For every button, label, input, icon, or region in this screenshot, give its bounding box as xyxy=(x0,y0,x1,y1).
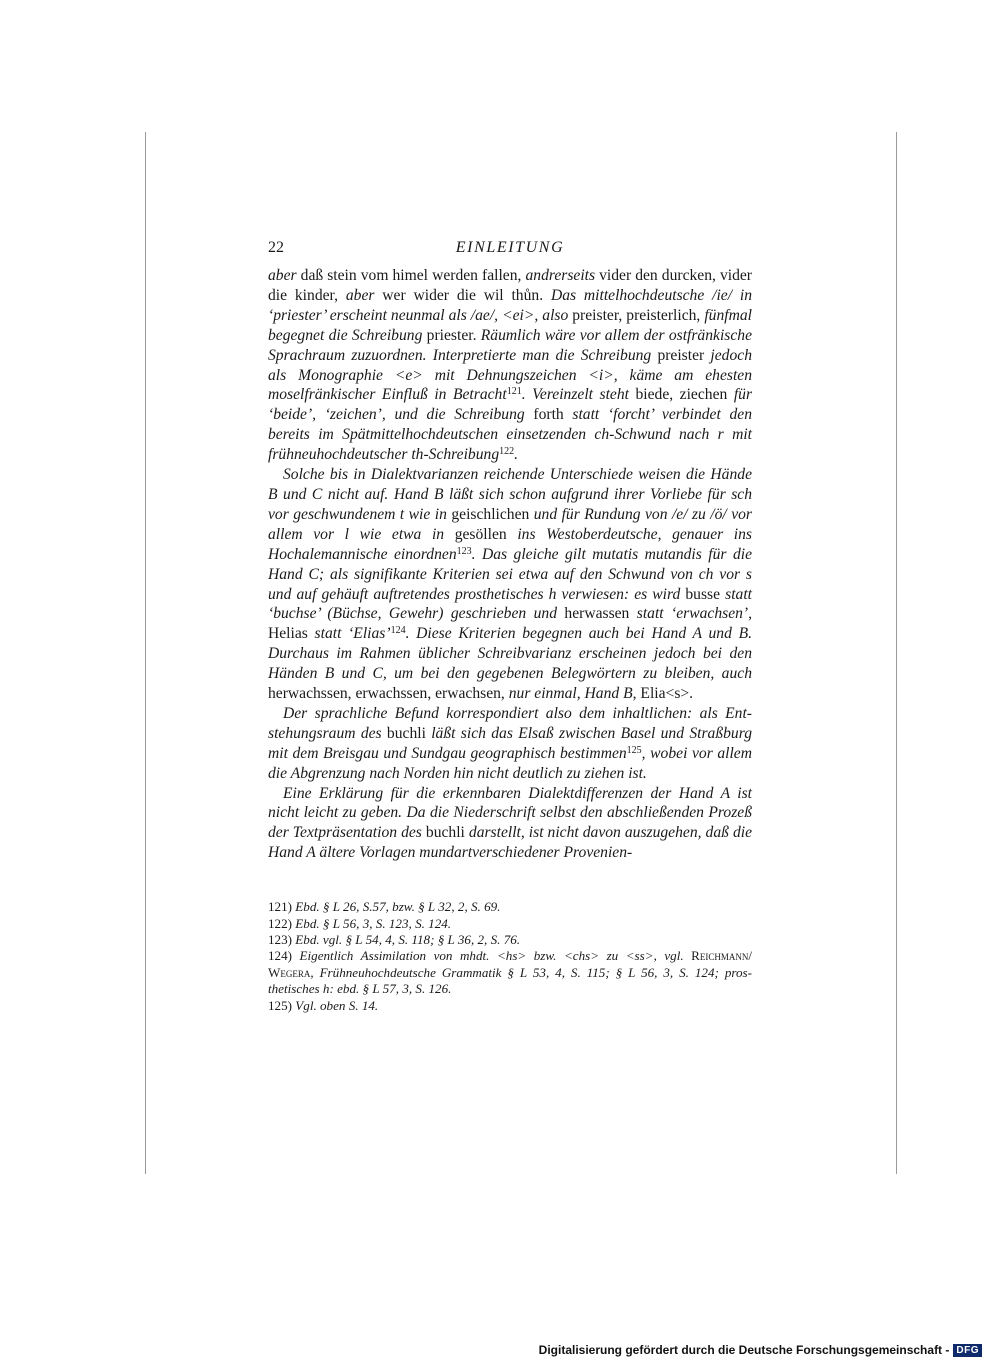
body-text xyxy=(268,266,752,863)
italic-text: Das mittelhochdeutsche /ie/ in ‘priester’ erscheint neunmal als /ae/, <ei>, also xyxy=(268,286,752,324)
roman-text: wer wider die wil thůn. xyxy=(374,286,551,304)
italic-text: aber xyxy=(345,286,375,304)
roman-text: priester. xyxy=(422,326,481,344)
roman-text: forth xyxy=(524,406,573,424)
footnote-marker: 125 xyxy=(626,744,642,756)
italic-text: Vgl. oben S. 14. xyxy=(295,997,379,1013)
italic-text: . Diese Kriterien begegnen auch bei Hand A und B. Durchaus im Rahmen üblicher Schreibvarianz erscheinen jedoch bei den Händen B und C, um bei den gegebenen Belegwörtern zu bleiben, auch xyxy=(268,625,753,683)
italic-text: Eine Erklärung für die erkennbaren Dialektdifferenzen der Hand A ist nicht leicht zu geben. Da die Niederschrift selbst den abschließenden Prozeß der Textpräsentation des xyxy=(268,784,752,842)
italic-text: Ebd. vgl. § L 54, 4, S. 118; § L 36, 2, S. 76. xyxy=(295,932,521,947)
right-page-edge xyxy=(896,132,897,1174)
italic-text: Solche bis in Dialektvarianzen reichende Unterschiede weisen die Hände B und C nicht auf. Hand B läßt sich schon aufgrund ihrer Vorliebe für sch vor geschwundenem t wie in xyxy=(268,466,752,523)
roman-text: 122) xyxy=(268,915,296,931)
left-page-edge xyxy=(145,132,146,1174)
italic-text: , wobei vor allem die Abgrenzung nach Norden hin nicht deutlich zu ziehen ist. xyxy=(268,744,752,782)
italic-text: Eigentlich Assimilation von mhdt. <hs> bzw. <chs> zu <ss>, vgl. xyxy=(299,948,692,964)
roman-text: 124) xyxy=(268,948,300,964)
italic-text: aber xyxy=(268,267,297,284)
roman-text: herwassen xyxy=(557,605,637,623)
footnote xyxy=(268,916,752,932)
roman-text: vider den durcken, vider die kinder, xyxy=(268,267,752,304)
italic-text: andrerseits xyxy=(525,267,596,284)
small-caps-text: Reichmann/ Wegera xyxy=(268,948,752,980)
italic-text: ins Westoberdeutsche, genauer ins Hochalemannische einordnen xyxy=(268,525,753,563)
roman-text: preister xyxy=(651,346,711,364)
roman-text: biede, ziechen xyxy=(628,386,734,404)
roman-text: geischlichen xyxy=(446,505,534,523)
italic-text: Ebd. § L 56, 3, S. 123, S. 124. xyxy=(295,915,452,931)
footnote xyxy=(268,932,752,948)
roman-text: daß stein vom himel werden fallen, xyxy=(296,267,526,284)
page-header xyxy=(268,236,752,266)
funding-note-text: Digitalisierung gefördert durch die Deutsche Forschungsgemeinschaft - xyxy=(538,1343,950,1357)
roman-text: 125) xyxy=(268,997,296,1013)
italic-text: nur einmal, Hand B, xyxy=(508,685,637,703)
roman-text: herwachssen, erwachssen, erwachsen, xyxy=(268,685,509,703)
italic-text: . Das gleiche gilt mutatis mutandis für die Hand C; als signifikante Kriterien sei etwa auf den Schwund von ch vor s und auf gehäuft auftretendes prosthetisches h verwiesen: es wird xyxy=(268,545,752,603)
roman-text: buchli xyxy=(381,724,432,742)
italic-text: . Vereinzelt steht xyxy=(521,386,629,404)
roman-text: busse xyxy=(680,585,726,603)
footnote xyxy=(268,998,752,1014)
roman-text: 121) xyxy=(268,899,296,915)
italic-text: Der sprachliche Befund korrespondiert also dem inhaltlichen: als Entstehungsraum des xyxy=(268,704,752,742)
italic-text: Räumlich wäre vor allem der ostfränkische Sprachraum zuzuordnen. Interpretierte man die Schreibung xyxy=(268,326,752,364)
roman-text: gesöllen xyxy=(444,525,518,543)
roman-text: Elia<s>. xyxy=(636,685,694,703)
book-page xyxy=(268,236,752,1014)
footnotes xyxy=(268,899,752,1014)
footnote xyxy=(268,899,752,915)
paragraph xyxy=(268,784,752,864)
italic-text: für ‘beide’, ‘zeichen’, und die Schreibung xyxy=(268,386,753,424)
roman-text: 123) xyxy=(268,932,296,947)
italic-text: statt ‘Elias’ xyxy=(314,625,391,643)
roman-text: preister, preisterlich, xyxy=(568,306,705,324)
roman-text: Helias xyxy=(268,625,315,643)
italic-text: jedoch als Monographie <e> mit Dehnungszeichen <i>, käme am ehesten moselfränkischer Einfluß in Betracht xyxy=(268,346,752,404)
italic-text: . xyxy=(514,446,519,464)
footnote-marker: 124 xyxy=(390,625,406,637)
italic-text: , Frühneuhochdeutsche Grammatik § L 53, 4, S. 115; § L 56, 3, S. 124; prosthetisches h: ebd. § L 57, 3, S. 126. xyxy=(268,964,752,997)
italic-text: fünfmal begegnet die Schreibung xyxy=(268,306,752,344)
paragraph xyxy=(268,465,752,704)
italic-text: darstellt, ist nicht davon auszugehen, daß die Hand A ältere Vorlagen mundartverschiedener Provenien- xyxy=(268,824,752,862)
roman-text: buchli xyxy=(421,824,469,842)
italic-text: statt ‘erwachsen’, xyxy=(636,605,753,623)
italic-text: Ebd. § L 26, S.57, bzw. § L 32, 2, S. 69. xyxy=(295,899,501,915)
dfg-logo: DFG xyxy=(953,1344,982,1357)
italic-text: und für Rundung von /e/ zu /ö/ vor allem vor l wie etwa in xyxy=(268,505,752,543)
footnote-marker: 123 xyxy=(456,545,472,557)
italic-text: statt ‘forcht’ verbindet den bereits im Spätmittelhochdeutschen einsetzenden ch-Schwund nach r mit frühneuhochdeutscher th-Schreibung xyxy=(268,406,753,464)
page-number: 22 xyxy=(268,239,284,256)
footnote-marker: 122 xyxy=(499,446,515,458)
italic-text: statt ‘buchse’ (Büchse, Gewehr) geschrieben und xyxy=(268,585,752,623)
running-title: EINLEITUNG xyxy=(455,239,565,256)
italic-text: läßt sich das Elsaß zwischen Basel und Straßburg mit dem Breisgau und Sundgau geographisch bestimmen xyxy=(268,724,752,762)
paragraph xyxy=(268,266,752,465)
footnote-marker: 121 xyxy=(506,386,522,398)
footnote xyxy=(268,948,752,997)
paragraph xyxy=(268,704,752,784)
funding-note xyxy=(539,1343,982,1357)
